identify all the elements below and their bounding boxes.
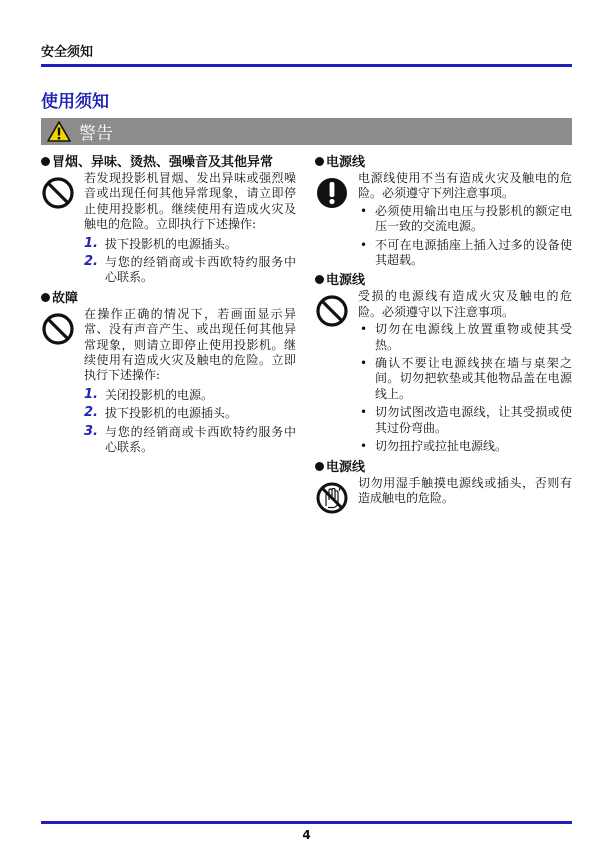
mandatory-exclamation-icon bbox=[315, 176, 349, 210]
prohibition-icon bbox=[315, 294, 349, 328]
power-cord-text: 受损的电源线有造成火灾及触电的危险。必须遵守以下注意事项。 bbox=[358, 289, 572, 319]
header-title: 安全须知 bbox=[41, 45, 94, 60]
page-number: 4 bbox=[302, 828, 311, 842]
list-item: • 必须使用输出电压与投影机的额定电压一致的交流电源。 bbox=[358, 204, 572, 235]
bullet-dot-icon bbox=[315, 275, 324, 284]
bottom-divider bbox=[41, 821, 572, 824]
warning-triangle-icon bbox=[47, 121, 71, 142]
step-item: 3. 与您的经销商或卡西欧特约服务中心联系。 bbox=[84, 423, 296, 455]
power-cord-block-3 bbox=[315, 459, 572, 507]
list-item: • 确认不要让电源线挟在墙与桌架之间。切勿把软垫或其他物品盖在电源线上。 bbox=[358, 356, 572, 402]
no-wet-hands-icon bbox=[315, 481, 349, 515]
malfunction-warning-text: 在操作正确的情况下，若画面显示异常、没有声音产生、或出现任何其他异常现象，则请立即停止使用投影机。继续使用有造成火灾及触电的危险。立即执行下述操作: bbox=[84, 306, 296, 383]
prohibition-icon bbox=[41, 176, 75, 210]
malfunction-warning-heading: 故障 bbox=[41, 290, 296, 307]
section-title: 使用须知 bbox=[41, 92, 109, 112]
power-cord-heading: 电源线 bbox=[315, 459, 572, 476]
step-item: 1. 拔下投影机的电源插头。 bbox=[84, 235, 238, 251]
power-cord-text: 电源线使用不当有造成火灾及触电的危险。必须遵守下列注意事项。 bbox=[358, 171, 572, 201]
bullet-dot-icon bbox=[315, 462, 324, 471]
bullet-dot-icon bbox=[315, 157, 324, 166]
step-item: 1. 关闭投影机的电源。 bbox=[84, 386, 214, 402]
left-column bbox=[41, 154, 296, 460]
step-item: 2. 拔下投影机的电源插头。 bbox=[84, 405, 238, 421]
power-cord-block-2 bbox=[315, 272, 572, 454]
smoke-warning-text: 若发现投影机冒烟、发出异味或强烈噪音或出现任何其他异常现象，请立即停止使用投影机。继续使用有造成火灾及触电的危险。立即执行下述操作: bbox=[84, 171, 296, 232]
malfunction-warning-block bbox=[41, 290, 296, 456]
list-item: • 切勿扭拧或拉扯电源线。 bbox=[358, 439, 572, 454]
smoke-warning-heading: 冒烟、异味、烫热、强噪音及其他异常 bbox=[41, 154, 296, 171]
power-cord-block-1 bbox=[315, 154, 572, 268]
power-cord-heading: 电源线 bbox=[315, 154, 572, 171]
smoke-warning-block bbox=[41, 154, 296, 286]
bullet-dot-icon bbox=[41, 157, 50, 166]
warning-label: 警告 bbox=[79, 124, 113, 144]
warning-banner bbox=[41, 118, 572, 145]
list-item: • 切勿在电源线上放置重物或使其受热。 bbox=[358, 322, 572, 353]
step-item: 2. 与您的经销商或卡西欧特约服务中心联系。 bbox=[84, 254, 296, 285]
list-item: • 切勿试图改造电源线，让其受损或使其过份弯曲。 bbox=[358, 405, 572, 436]
bullet-dot-icon bbox=[41, 293, 50, 302]
list-item: • 不可在电源插座上插入过多的设备使其超载。 bbox=[358, 238, 572, 269]
right-column bbox=[315, 154, 572, 510]
top-divider bbox=[41, 64, 572, 67]
prohibition-icon bbox=[41, 312, 75, 346]
power-cord-text: 切勿用湿手触摸电源线或插头，否则有造成触电的危险。 bbox=[358, 475, 572, 505]
power-cord-heading: 电源线 bbox=[315, 272, 572, 289]
